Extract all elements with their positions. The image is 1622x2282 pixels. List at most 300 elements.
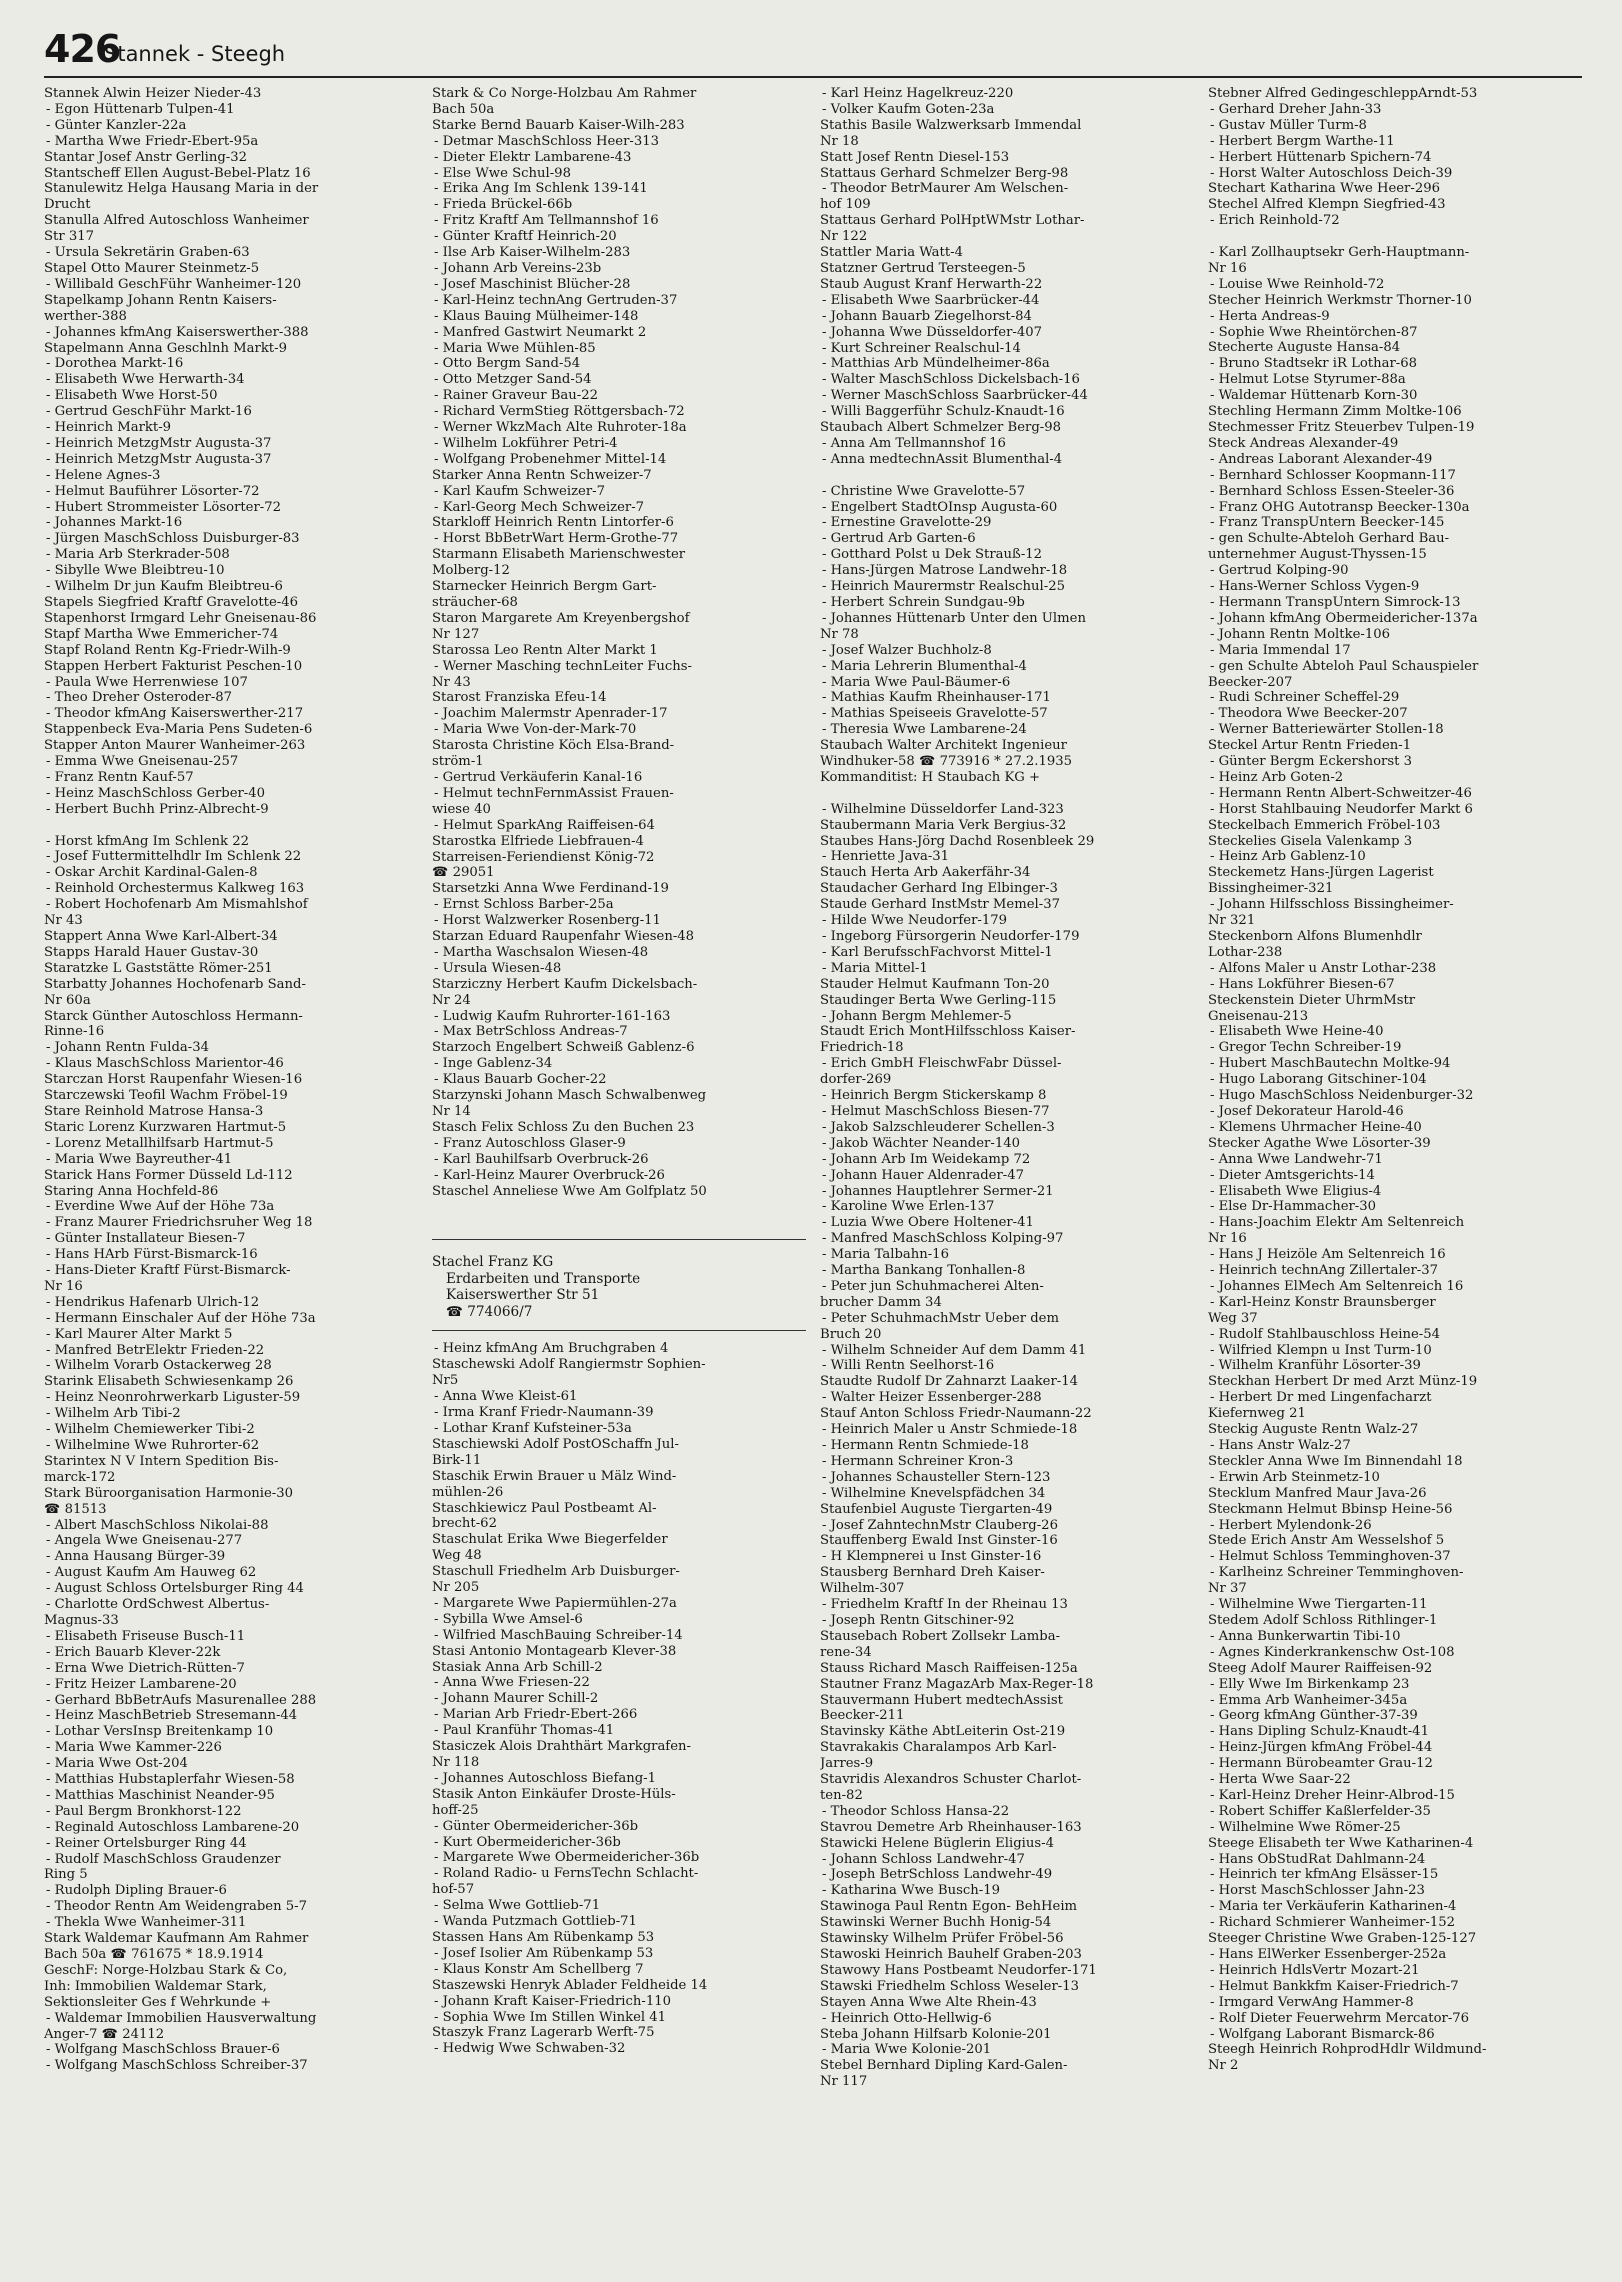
directory-entry: - Emma Wwe Gneisenau-257 (46, 754, 239, 770)
directory-entry: - Lothar VersInsp Breitenkamp 10 (46, 1724, 274, 1740)
directory-entry: Starkloff Heinrich Rentn Lintorfer-6 (432, 515, 674, 531)
directory-entry: - Maria Arb Sterkrader-508 (46, 547, 230, 563)
directory-entry: - Jürgen MaschSchloss Duisburger-83 (46, 531, 300, 547)
directory-entry: - Helmut technFernmAssist Frauen- (434, 785, 674, 801)
page-number: 426 (44, 27, 121, 71)
directory-entry: Sektionsleiter Ges f Wehrkunde + (44, 1994, 272, 2010)
directory-entry: Nr 127 (432, 626, 480, 642)
directory-entry: Stawicki Helene Büglerin Eligius-4 (820, 1835, 1054, 1851)
directory-entry: dorfer-269 (820, 1072, 892, 1088)
column-3 (820, 86, 1194, 2266)
directory-entry: - Wilhelmine Wwe Römer-25 (1210, 1819, 1401, 1835)
directory-entry: - Helmut Bauführer Lösorter-72 (46, 483, 260, 499)
directory-entry: - Willi Rentn Seelhorst-16 (822, 1358, 995, 1374)
directory-entry: - Ernestine Gravelotte-29 (822, 515, 992, 531)
directory-entry: Stebel Bernhard Dipling Kard-Galen- (820, 2058, 1068, 2074)
directory-entry: - Theodor BetrMaurer Am Welschen- (822, 181, 1069, 197)
directory-entry: Stauder Helmut Kaufmann Ton-20 (820, 976, 1050, 992)
directory-entry: - Wilhelm Arb Tibi-2 (46, 1406, 181, 1422)
directory-entry: - Ludwig Kaufm Ruhrorter-161-163 (434, 1008, 671, 1024)
directory-entry: - Franz Maurer Friedrichsruher Weg 18 (46, 1215, 313, 1231)
directory-entry: - Gertrud Verkäuferin Kanal-16 (434, 769, 643, 785)
directory-entry: Statzner Gertrud Tersteegen-5 (820, 260, 1026, 276)
directory-entry: - Wilhelm Chemiewerker Tibi-2 (46, 1422, 255, 1438)
directory-entry: Staschulat Erika Wwe Biegerfelder (432, 1532, 668, 1548)
directory-entry: - Johann Schloss Landwehr-47 (822, 1851, 1025, 1867)
directory-entry: - H Klempnerei u Inst Ginster-16 (822, 1549, 1042, 1565)
spacer-line (820, 786, 1194, 802)
directory-entry: Starzan Eduard Raupenfahr Wiesen-48 (432, 929, 695, 945)
directory-entry: Stautner Franz MagazArb Max-Reger-18 (820, 1676, 1094, 1692)
directory-entry: Stantar Josef Anstr Gerling-32 (44, 149, 248, 165)
directory-entry: - Klemens Uhrmacher Heine-40 (1210, 1119, 1422, 1135)
directory-entry: - Reginald Autoschloss Lambarene-20 (46, 1819, 300, 1835)
directory-entry: Starintex N V Intern Spedition Bis- (44, 1453, 279, 1469)
directory-entry: - Selma Wwe Gottlieb-71 (434, 1898, 601, 1914)
directory-entry: - Herta Wwe Saar-22 (1210, 1772, 1351, 1788)
directory-entry: Starost Franziska Efeu-14 (432, 690, 607, 706)
directory-entry: - Günter Obermeidericher-36b (434, 1818, 639, 1834)
directory-entry: - Theresia Wwe Lambarene-24 (822, 722, 1027, 738)
page-header (44, 26, 1582, 78)
directory-entry: - Friedhelm Kraftf In der Rheinau 13 (822, 1597, 1068, 1613)
directory-entry: - Fritz Kraftf Am Tellmannshof 16 (434, 213, 659, 229)
directory-entry: - Erika Ang Im Schlenk 139-141 (434, 181, 648, 197)
directory-entry: Stapf Roland Rentn Kg-Friedr-Wilh-9 (44, 642, 291, 658)
directory-entry: Nr 60a (44, 992, 91, 1008)
directory-entry: - Hans-Dieter Kraftf Fürst-Bismarck- (46, 1263, 291, 1279)
directory-entry: Stappen Herbert Fakturist Peschen-10 (44, 658, 303, 674)
directory-entry: - Franz Rentn Kauf-57 (46, 769, 194, 785)
directory-entry: Nr 117 (820, 2074, 868, 2090)
directory-entry: - Emma Arb Wanheimer-345a (1210, 1692, 1408, 1708)
directory-entry: Jarres-9 (820, 1756, 874, 1772)
directory-entry: werther-388 (44, 308, 127, 324)
directory-entry: - Ingeborg Fürsorgerin Neudorfer-179 (822, 929, 1080, 944)
directory-entry: Stapelmann Anna Geschlnh Markt-9 (44, 340, 287, 356)
directory-entry: - Kurt Obermeidericher-36b (434, 1834, 621, 1850)
directory-entry: Stauch Herta Arb Aakerfähr-34 (820, 865, 1031, 881)
directory-entry: - Theodor Schloss Hansa-22 (822, 1803, 1010, 1819)
directory-entry: - Karlheinz Schreiner Temminghoven- (1210, 1565, 1464, 1581)
directory-entry: Staschel Anneliese Wwe Am Golfplatz 50 (432, 1183, 707, 1199)
directory-entry: - Reinhold Orchestermus Kalkweg 163 (46, 881, 305, 897)
directory-entry: - Wilhelm Dr jun Kaufm Bleibtreu-6 (46, 579, 283, 595)
directory-entry: - Anna Hausang Bürger-39 (46, 1549, 226, 1565)
directory-entry: Nr 43 (432, 674, 471, 690)
directory-entry: Starossa Leo Rentn Alter Markt 1 (432, 642, 658, 658)
directory-entry: - Peter SchuhmachMstr Ueber dem (822, 1310, 1059, 1326)
directory-entry: Stapps Harald Hauer Gustav-30 (44, 944, 259, 960)
directory-entry: - Karoline Wwe Erlen-137 (822, 1199, 995, 1215)
directory-entry: Staudt Erich MontHilfsschloss Kaiser- (820, 1024, 1076, 1040)
directory-entry: Starink Elisabeth Schwiesenkamp 26 (44, 1374, 294, 1390)
directory-entry: Rinne-16 (44, 1024, 105, 1040)
directory-entry: - Maria Immendal 17 (1210, 642, 1351, 658)
directory-entry: Drucht (44, 197, 91, 213)
directory-entry: - Volker Kaufm Goten-23a (822, 101, 995, 117)
directory-entry: Steba Johann Hilfsarb Kolonie-201 (820, 2026, 1052, 2042)
directory-entry: Stawinski Werner Buchh Honig-54 (820, 1915, 1052, 1931)
directory-entry: Bissingheimer-321 (1208, 881, 1334, 897)
directory-entry: - Franz TranspUntern Beecker-145 (1210, 515, 1445, 531)
directory-entry: Nr 122 (820, 229, 868, 245)
directory-entry: Stauvermann Hubert medtechAssist (820, 1692, 1063, 1708)
directory-entry: - Maria Mittel-1 (822, 960, 928, 976)
directory-entry: - Waldemar Immobilien Hausverwaltung (46, 2010, 317, 2026)
directory-entry: - Egon Hüttenarb Tulpen-41 (46, 101, 235, 117)
directory-entry: - Paul Kranführ Thomas-41 (434, 1723, 615, 1739)
directory-entry: - Karl-Heinz Maurer Overbruck-26 (434, 1167, 665, 1183)
directory-entry: - Bernhard Schloss Essen-Steeler-36 (1210, 483, 1455, 499)
directory-entry: - Erich Reinhold-72 (1210, 213, 1340, 229)
directory-entry: - Josef Isolier Am Rübenkamp 53 (434, 1945, 654, 1961)
directory-columns (44, 86, 1584, 2266)
directory-entry: - Gotthard Polst u Dek Strauß-12 (822, 547, 1043, 563)
directory-entry: - Karl Kaufm Schweizer-7 (434, 483, 605, 499)
directory-entry: - Hendrikus Hafenarb Ulrich-12 (46, 1294, 260, 1310)
directory-entry: Ring 5 (44, 1867, 88, 1883)
directory-entry: - Louise Wwe Reinhold-72 (1210, 276, 1385, 292)
directory-entry: unternehmer August-Thyssen-15 (1208, 547, 1427, 563)
directory-entry: - Günter Installateur Biesen-7 (46, 1231, 246, 1247)
directory-entry: - Karl Bauhilfsarb Overbruck-26 (434, 1151, 649, 1167)
directory-entry: - Ilse Arb Kaiser-Wilhelm-283 (434, 245, 631, 261)
directory-entry: Starziczny Herbert Kaufm Dickelsbach- (432, 976, 698, 992)
directory-entry: - Else Dr-Hammacher-30 (1210, 1199, 1377, 1215)
directory-entry: - Elisabeth Wwe Herwarth-34 (46, 372, 245, 388)
directory-entry: - Mathias Speiseeis Gravelotte-57 (822, 706, 1048, 722)
directory-entry: - Luzia Wwe Obere Holtener-41 (822, 1215, 1034, 1231)
directory-entry: - Johannes ElMech Am Seltenreich 16 (1210, 1278, 1464, 1294)
directory-entry: - Rainer Graveur Bau-22 (434, 388, 598, 404)
directory-entry: - Heinrich HdlsVertr Mozart-21 (1210, 1962, 1420, 1978)
directory-entry: Stantscheff Ellen August-Bebel-Platz 16 (44, 165, 311, 181)
directory-entry: Staszyk Franz Lagerarb Werft-75 (432, 2025, 655, 2041)
directory-entry: - Martha Bankang Tonhallen-8 (822, 1263, 1026, 1279)
directory-entry: ström-1 (432, 754, 484, 770)
directory-entry: Stayen Anna Wwe Alte Rhein-43 (820, 1994, 1037, 2010)
directory-entry: Stawoski Heinrich Bauhelf Graben-203 (820, 1947, 1082, 1962)
directory-entry: Steck Andreas Alexander-49 (1208, 435, 1399, 451)
directory-entry: - Wilhelmine Wwe Ruhrorter-62 (46, 1438, 260, 1454)
directory-entry: Steckmann Helmut Bbinsp Heine-56 (1208, 1501, 1453, 1517)
directory-entry: - Manfred BetrElektr Frieden-22 (46, 1342, 265, 1358)
directory-entry: Bach 50a (432, 101, 495, 117)
directory-entry: - Horst MaschSchlosser Jahn-23 (1210, 1883, 1425, 1899)
directory-entry: - Werner Batteriewärter Stollen-18 (1210, 722, 1444, 738)
directory-entry: Stavinsky Käthe AbtLeiterin Ost-219 (820, 1724, 1066, 1740)
directory-entry: Starsetzki Anna Wwe Ferdinand-19 (432, 881, 669, 897)
directory-entry: Friedrich-18 (820, 1040, 904, 1056)
directory-entry: Staubermann Maria Verk Bergius-32 (820, 817, 1067, 833)
directory-entry: - Günter Bergm Eckershorst 3 (1210, 754, 1412, 770)
directory-entry: wiese 40 (432, 801, 491, 817)
directory-entry: - Dieter Amtsgerichts-14 (1210, 1167, 1375, 1183)
directory-entry: Staratzke L Gaststätte Römer-251 (44, 960, 273, 976)
directory-entry: - Maria Wwe Ost-204 (46, 1756, 188, 1772)
ad-services: Erdarbeiten und Transporte (446, 1270, 641, 1287)
directory-entry: - Johann Maurer Schill-2 (434, 1691, 599, 1707)
directory-entry: Stecherte Auguste Hansa-84 (1208, 340, 1401, 356)
directory-entry: - Hans J Heizöle Am Seltenreich 16 (1210, 1247, 1446, 1263)
directory-entry: - Wilfried MaschBauing Schreiber-14 (434, 1627, 683, 1643)
directory-entry: Gneisenau-213 (1208, 1008, 1309, 1024)
directory-entry: Steeger Christine Wwe Graben-125-127 (1208, 1931, 1477, 1947)
directory-entry: - Theodora Wwe Beecker-207 (1210, 706, 1408, 722)
directory-entry: Stechel Alfred Klempn Siegfried-43 (1208, 197, 1446, 213)
directory-entry: - Johann Arb Im Weidekamp 72 (822, 1151, 1031, 1167)
directory-entry: - Johann Hilfsschloss Bissingheimer- (1210, 897, 1454, 913)
directory-entry: - Herbert Bergm Warthe-11 (1210, 133, 1395, 149)
directory-entry: - Katharina Wwe Busch-19 (822, 1883, 1000, 1899)
directory-entry: - Marian Arb Friedr-Ebert-266 (434, 1707, 638, 1723)
directory-entry: sträucher-68 (432, 595, 518, 610)
directory-entry: - Wilfried Klempn u Inst Turm-10 (1210, 1342, 1432, 1358)
directory-entry: - Johanna Wwe Düsseldorfer-407 (822, 324, 1043, 340)
directory-entry: Str 317 (44, 229, 95, 245)
directory-entry: Stecher Heinrich Werkmstr Thorner-10 (1208, 292, 1472, 308)
directory-entry: - Gustav Müller Turm-8 (1210, 117, 1367, 133)
directory-entry: - Herta Andreas-9 (1210, 308, 1330, 324)
directory-entry: - Maria Wwe Von-der-Mark-70 (434, 722, 637, 738)
directory-entry: - Heinrich Markt-9 (46, 420, 172, 436)
directory-entry: - Manfred Gastwirt Neumarkt 2 (434, 324, 647, 340)
directory-entry: - Horst Walter Autoschloss Deich-39 (1210, 165, 1453, 181)
directory-entry: Stapenhorst Irmgard Lehr Gneisenau-86 (44, 610, 317, 626)
directory-entry: - Irma Kranf Friedr-Naumann-39 (434, 1405, 654, 1421)
directory-entry: - Wilhelmine Düsseldorfer Land-323 (822, 801, 1064, 817)
directory-entry: - Heinrich MetzgMstr Augusta-37 (46, 435, 272, 451)
directory-entry: brecht-62 (432, 1516, 497, 1532)
directory-entry: - Hermann Einschaler Auf der Höhe 73a (46, 1310, 316, 1326)
directory-entry: - Klaus MaschSchloss Marientor-46 (46, 1056, 284, 1072)
directory-entry: Stawski Friedhelm Schloss Weseler-13 (820, 1978, 1079, 1994)
directory-entry: Staudacher Gerhard Ing Elbinger-3 (820, 881, 1058, 897)
directory-entry: Stauf Anton Schloss Friedr-Naumann-22 (820, 1406, 1092, 1422)
directory-entry: - Günter Kraftf Heinrich-20 (434, 229, 617, 245)
ad-phone: ☎ 774066/7 (446, 1303, 533, 1320)
directory-entry: - Herbert Schrein Sundgau-9b (822, 594, 1025, 610)
directory-entry: - Erich Bauarb Klever-22k (46, 1644, 221, 1660)
directory-entry: Nr 37 (1208, 1581, 1247, 1597)
directory-entry: Bruch 20 (820, 1326, 882, 1342)
directory-entry: - Wilhelm Vorarb Ostackerweg 28 (46, 1358, 272, 1374)
directory-entry: Staudte Rudolf Dr Zahnarzt Laaker-14 (820, 1374, 1079, 1390)
directory-entry: Steckler Anna Wwe Im Binnendahl 18 (1208, 1453, 1463, 1469)
directory-entry: Wilhelm-307 (820, 1581, 905, 1597)
directory-entry: - Angela Wwe Gneisenau-277 (46, 1533, 243, 1549)
directory-entry: Starck Günther Autoschloss Hermann- (44, 1008, 303, 1024)
directory-entry: - Elisabeth Wwe Saarbrücker-44 (822, 292, 1040, 308)
directory-entry: Steckemetz Hans-Jürgen Lagerist (1208, 865, 1434, 881)
directory-entry: Nr 16 (44, 1278, 83, 1294)
directory-entry: - Willibald GeschFühr Wanheimer-120 (46, 276, 302, 292)
directory-entry: Steckenborn Alfons Blumenhdlr (1208, 929, 1422, 945)
directory-entry: - Johann Rentn Moltke-106 (1210, 626, 1391, 642)
directory-entry: - Herbert Buchh Prinz-Albrecht-9 (46, 801, 269, 817)
directory-entry: Steckelies Gisela Valenkamp 3 (1208, 833, 1413, 849)
directory-entry: - Heinz Arb Goten-2 (1210, 769, 1344, 785)
directory-entry: - Wilhelmine Knevelspfädchen 34 (822, 1485, 1046, 1501)
directory-entry: - Heinz MaschBetrieb Stresemann-44 (46, 1708, 298, 1724)
directory-entry: Stannek Alwin Heizer Nieder-43 (44, 86, 262, 101)
directory-entry: - Henriette Java-31 (822, 849, 950, 865)
directory-entry: - Oskar Archit Kardinal-Galen-8 (46, 865, 258, 881)
directory-entry: Staschewski Adolf Rangiermstr Sophien- (432, 1357, 706, 1373)
directory-entry: - Everdine Wwe Auf der Höhe 73a (46, 1199, 275, 1215)
directory-entry: - Engelbert StadtOInsp Augusta-60 (822, 499, 1058, 515)
directory-entry: - Karl-Georg Mech Schweizer-7 (434, 499, 645, 515)
directory-entry: - Andreas Laborant Alexander-49 (1210, 451, 1433, 467)
column-1 (44, 86, 418, 2266)
directory-entry: - Rudolph Dipling Brauer-6 (46, 1883, 227, 1899)
directory-entry: - Hugo Laborang Gitschiner-104 (1210, 1072, 1427, 1088)
directory-entry: - Elly Wwe Im Birkenkamp 23 (1210, 1676, 1410, 1692)
directory-entry: - Heinrich technAng Zillertaler-37 (1210, 1263, 1439, 1279)
directory-entry: - Johannes kfmAng Kaiserswerther-388 (46, 324, 309, 340)
ad-address: Kaiserswerther Str 51 (446, 1287, 600, 1304)
running-head: Stannek - Steegh (104, 42, 286, 66)
directory-entry: - Christine Wwe Gravelotte-57 (822, 483, 1026, 499)
directory-entry: Stasiak Anna Arb Schill-2 (432, 1659, 603, 1675)
directory-entry: - Hermann Rentn Albert-Schweitzer-46 (1210, 785, 1472, 801)
directory-entry: - Jakob Salzschleuderer Schellen-3 (822, 1119, 1055, 1135)
directory-entry: - Elisabeth Wwe Eligius-4 (1210, 1183, 1382, 1199)
directory-entry: - Karl-Heinz Konstr Braunsberger (1210, 1294, 1436, 1310)
directory-entry: Nr 2 (1208, 2058, 1239, 2074)
directory-entry: - Rolf Dieter Feuerwehrm Mercator-76 (1210, 2010, 1470, 2026)
directory-entry: - Otto Metzger Sand-54 (434, 372, 592, 388)
directory-entry: - Otto Bergm Sand-54 (434, 356, 581, 372)
directory-entry: - Irmgard VerwAng Hammer-8 (1210, 1994, 1414, 2010)
directory-entry: - Hans ElWerker Essenberger-252a (1210, 1947, 1447, 1963)
directory-entry: Staric Lorenz Kurzwaren Hartmut-5 (44, 1119, 287, 1135)
directory-entry: Stattler Maria Watt-4 (820, 245, 963, 261)
directory-entry: hof 109 (820, 197, 871, 213)
directory-entry: - Matthias Arb Mündelheimer-86a (822, 356, 1050, 372)
directory-entry: Windhuker-58 ☎ 773916 * 27.2.1935 (820, 754, 1073, 770)
directory-entry: Nr 43 (44, 913, 83, 929)
directory-entry: - Maria Wwe Mühlen-85 (434, 340, 596, 356)
directory-entry: - Agnes Kinderkrankenschw Ost-108 (1210, 1644, 1455, 1660)
directory-entry: Nr 321 (1208, 913, 1256, 929)
directory-entry: - Heinrich Maler u Anstr Schmiede-18 (822, 1422, 1078, 1438)
directory-entry: Stavrakakis Charalampos Arb Karl- (820, 1740, 1057, 1756)
directory-entry: - Fritz Heizer Lambarene-20 (46, 1676, 237, 1692)
directory-entry: Stasiczek Alois Drahthärt Markgrafen- (432, 1739, 691, 1755)
directory-entry: - Frieda Brückel-66b (434, 197, 573, 213)
directory-entry: hoff-25 (432, 1802, 479, 1818)
directory-entry: - Herbert Dr med Lingenfacharzt (1210, 1390, 1432, 1406)
directory-entry: - Helmut Schloss Temminghoven-37 (1210, 1549, 1451, 1565)
directory-entry: Starick Hans Former Düsseld Ld-112 (44, 1167, 293, 1183)
directory-entry: Stark Büroorganisation Harmonie-30 (44, 1485, 294, 1501)
directory-entry: Kiefernweg 21 (1208, 1406, 1306, 1422)
directory-entry: - Johann Bauarb Ziegelhorst-84 (822, 308, 1032, 324)
directory-entry: - Heinz kfmAng Am Bruchgraben 4 (434, 1341, 669, 1357)
directory-entry: - Margarete Wwe Papiermühlen-27a (434, 1595, 677, 1611)
directory-entry: Starosta Christine Köch Elsa-Brand- (432, 738, 675, 754)
directory-entry: - Herbert Mylendonk-26 (1210, 1517, 1372, 1533)
directory-entry: - Rudolf Stahlbauschloss Heine-54 (1210, 1326, 1441, 1342)
directory-entry: Stapelkamp Johann Rentn Kaisers- (44, 292, 277, 308)
directory-entry: Stasi Antonio Montagearb Klever-38 (432, 1643, 677, 1659)
directory-entry: Stapels Siegfried Kraftf Gravelotte-46 (44, 595, 298, 610)
directory-entry: Starker Anna Rentn Schweizer-7 (432, 467, 652, 483)
directory-entry: - Inge Gablenz-34 (434, 1056, 553, 1072)
directory-entry: - Theodor kfmAng Kaiserswerther-217 (46, 706, 304, 722)
directory-entry: - Maria Wwe Paul-Bäumer-6 (822, 674, 1011, 690)
directory-entry: - Hubert MaschBautechn Moltke-94 (1210, 1056, 1451, 1072)
directory-entry: Stechmesser Fritz Steuerbev Tulpen-19 (1208, 420, 1475, 436)
directory-entry: - Mathias Kaufm Rheinhauser-171 (822, 690, 1051, 706)
directory-entry: - Rudolf MaschSchloss Graudenzer (46, 1851, 281, 1867)
directory-entry: - Richard VermStieg Röttgersbach-72 (434, 404, 685, 420)
directory-entry: Starbatty Johannes Hochofenarb Sand- (44, 976, 306, 992)
directory-entry: - Joseph BetrSchloss Landwehr-49 (822, 1867, 1053, 1883)
directory-entry: Stausebach Robert Zollsekr Lamba- (820, 1628, 1061, 1644)
directory-entry: - Peter jun Schuhmacherei Alten- (822, 1278, 1044, 1294)
directory-entry: - Horst BbBetrWart Herm-Grothe-77 (434, 531, 679, 547)
directory-entry: Lothar-238 (1208, 944, 1283, 960)
directory-entry: - Heinrich Maurermstr Realschul-25 (822, 579, 1066, 595)
directory-entry: - Anna Wwe Friesen-22 (434, 1675, 590, 1691)
directory-entry: Bach 50a ☎ 761675 * 18.9.1914 (44, 1947, 264, 1963)
directory-entry: Nr 24 (432, 992, 471, 1008)
directory-entry: Stanulla Alfred Autoschloss Wanheimer (44, 213, 309, 229)
directory-entry: Starke Bernd Bauarb Kaiser-Wilh-283 (432, 117, 685, 133)
directory-entry: - Johann kfmAng Obermeidericher-137a (1210, 610, 1478, 626)
directory-entry: GeschF: Norge-Holzbau Stark & Co, (44, 1962, 288, 1978)
directory-entry: Staubes Hans-Jörg Dachd Rosenbleek 29 (820, 833, 1095, 849)
directory-entry: - Ursula Wiesen-48 (434, 960, 562, 976)
directory-entry: Stauffenberg Ewald Inst Ginster-16 (820, 1533, 1058, 1549)
directory-entry: - August Schloss Ortelsburger Ring 44 (46, 1581, 304, 1597)
directory-entry: - Karl-Heinz Dreher Heinr-Albrod-15 (1210, 1787, 1455, 1803)
directory-entry: - Klaus Bauarb Gocher-22 (434, 1072, 607, 1088)
directory-entry: - Johannes Markt-16 (46, 515, 183, 531)
directory-entry: Stattaus Gerhard PolHptWMstr Lothar- (820, 213, 1085, 229)
directory-entry: - Johann Rentn Fulda-34 (46, 1040, 210, 1056)
directory-entry: Nr 78 (820, 626, 859, 642)
directory-entry: Staubach Albert Schmelzer Berg-98 (820, 420, 1062, 436)
directory-entry: - Robert Hochofenarb Am Mismahlshof (46, 897, 308, 913)
directory-entry: - Dieter Elektr Lambarene-43 (434, 149, 632, 165)
directory-entry: - Hans Anstr Walz-27 (1210, 1438, 1351, 1454)
directory-entry: - August Kaufm Am Hauweg 62 (46, 1565, 257, 1581)
directory-entry: Nr 118 (432, 1755, 480, 1770)
directory-entry: - Gertrud Kolping-90 (1210, 563, 1349, 579)
directory-entry: Nr5 (432, 1373, 459, 1389)
spacer-line (820, 468, 1194, 484)
directory-entry: - Gertrud GeschFühr Markt-16 (46, 404, 252, 420)
directory-entry: Stathis Basile Walzwerksarb Immendal (820, 117, 1082, 133)
directory-entry: Beecker-211 (820, 1708, 905, 1724)
directory-entry: Steeg Adolf Maurer Raiffeisen-92 (1208, 1660, 1433, 1676)
directory-entry: - Johannes Hüttenarb Unter den Ulmen (822, 610, 1086, 626)
directory-entry: Magnus-33 (44, 1612, 119, 1628)
directory-entry: - Kurt Schreiner Realschul-14 (822, 340, 1021, 356)
directory-entry: Stark Waldemar Kaufmann Am Rahmer (44, 1931, 309, 1947)
directory-entry: Stauss Richard Masch Raiffeisen-125a (820, 1660, 1078, 1676)
spacer-line (44, 818, 418, 834)
directory-entry: Weg 37 (1208, 1310, 1258, 1326)
directory-entry: - Paula Wwe Herrenwiese 107 (46, 674, 248, 690)
directory-entry: - Elisabeth Wwe Horst-50 (46, 388, 218, 404)
directory-entry: - Hans Dipling Schulz-Knaudt-41 (1210, 1724, 1429, 1740)
directory-entry: - Elisabeth Friseuse Busch-11 (46, 1628, 246, 1644)
